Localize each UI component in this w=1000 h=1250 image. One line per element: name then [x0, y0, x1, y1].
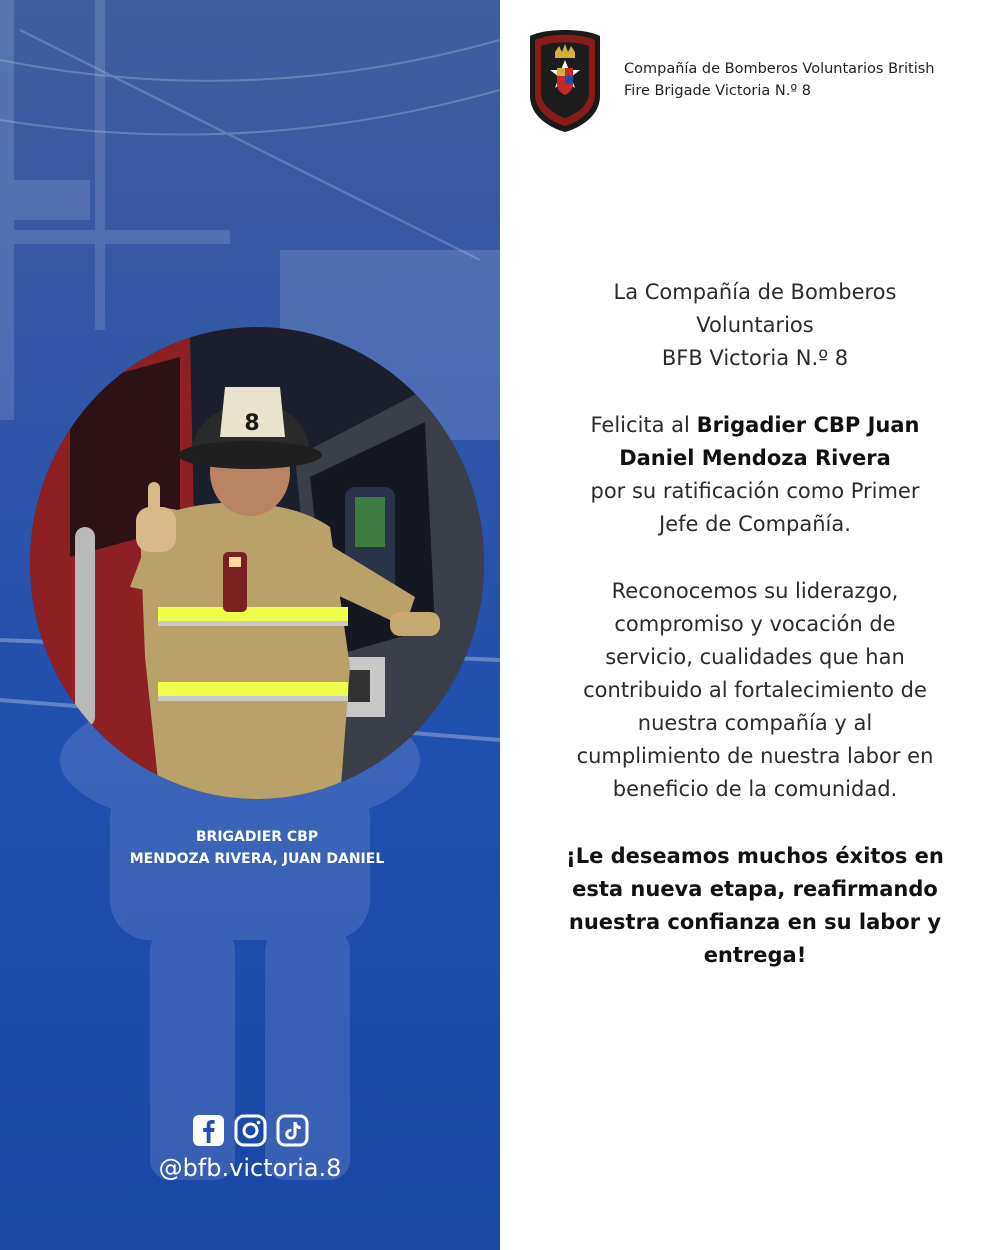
body-line5: nuestra compañía y al	[637, 711, 873, 735]
congrats-name-line1: Brigadier CBP Juan	[696, 413, 920, 437]
congrats-line2	[530, 442, 980, 475]
congrats-name-line2: Daniel Mendoza Rivera	[619, 446, 891, 470]
congrats-line3: por su ratificación como Primer	[590, 479, 920, 503]
org-name-line2: Fire Brigade Victoria N.º 8	[624, 83, 812, 99]
body-line6: cumplimiento de nuestra labor en	[576, 744, 934, 768]
congratulation-message	[530, 276, 980, 972]
congrats-prefix: Felicita al	[590, 413, 697, 437]
org-name-line1: Compañía de Bomberos Voluntarios British	[624, 61, 935, 77]
tiktok-icon[interactable]	[276, 1114, 309, 1147]
fire-brigade-crest-icon	[525, 26, 605, 134]
portrait-caption	[30, 826, 484, 870]
instagram-icon[interactable]	[234, 1114, 267, 1147]
facebook-icon[interactable]	[192, 1114, 225, 1147]
caption-name: MENDOZA RIVERA, JUAN DANIEL	[129, 851, 385, 867]
body-line3: servicio, cualidades que han	[605, 645, 905, 669]
body-line2: compromiso y vocación de	[614, 612, 896, 636]
intro-line2: Voluntarios	[696, 313, 814, 337]
closing-line3: nuestra confianza en su labor y	[568, 910, 942, 934]
intro-line1: La Compañía de Bomberos	[613, 280, 897, 304]
congrats-line1	[530, 409, 980, 442]
congrats-line4: Jefe de Compañía.	[659, 512, 851, 536]
closing-line1: ¡Le deseamos muchos éxitos en	[566, 844, 944, 868]
closing-line2: esta nueva etapa, reafirmando	[572, 877, 938, 901]
firefighter-portrait	[30, 327, 484, 799]
organization-name	[624, 58, 994, 102]
body-line1: Reconocemos su liderazgo,	[611, 579, 899, 603]
caption-rank: BRIGADIER CBP	[195, 829, 319, 845]
social-handle[interactable]: @bfb.victoria.8	[158, 1154, 342, 1182]
closing-line4: entrega!	[703, 943, 807, 967]
body-line4: contribuido al fortalecimiento de	[583, 678, 927, 702]
helmet-number: 8	[244, 411, 260, 436]
social-icons	[192, 1114, 312, 1150]
body-line7: beneficio de la comunidad.	[612, 777, 898, 801]
intro-line3: BFB Victoria N.º 8	[661, 346, 849, 370]
